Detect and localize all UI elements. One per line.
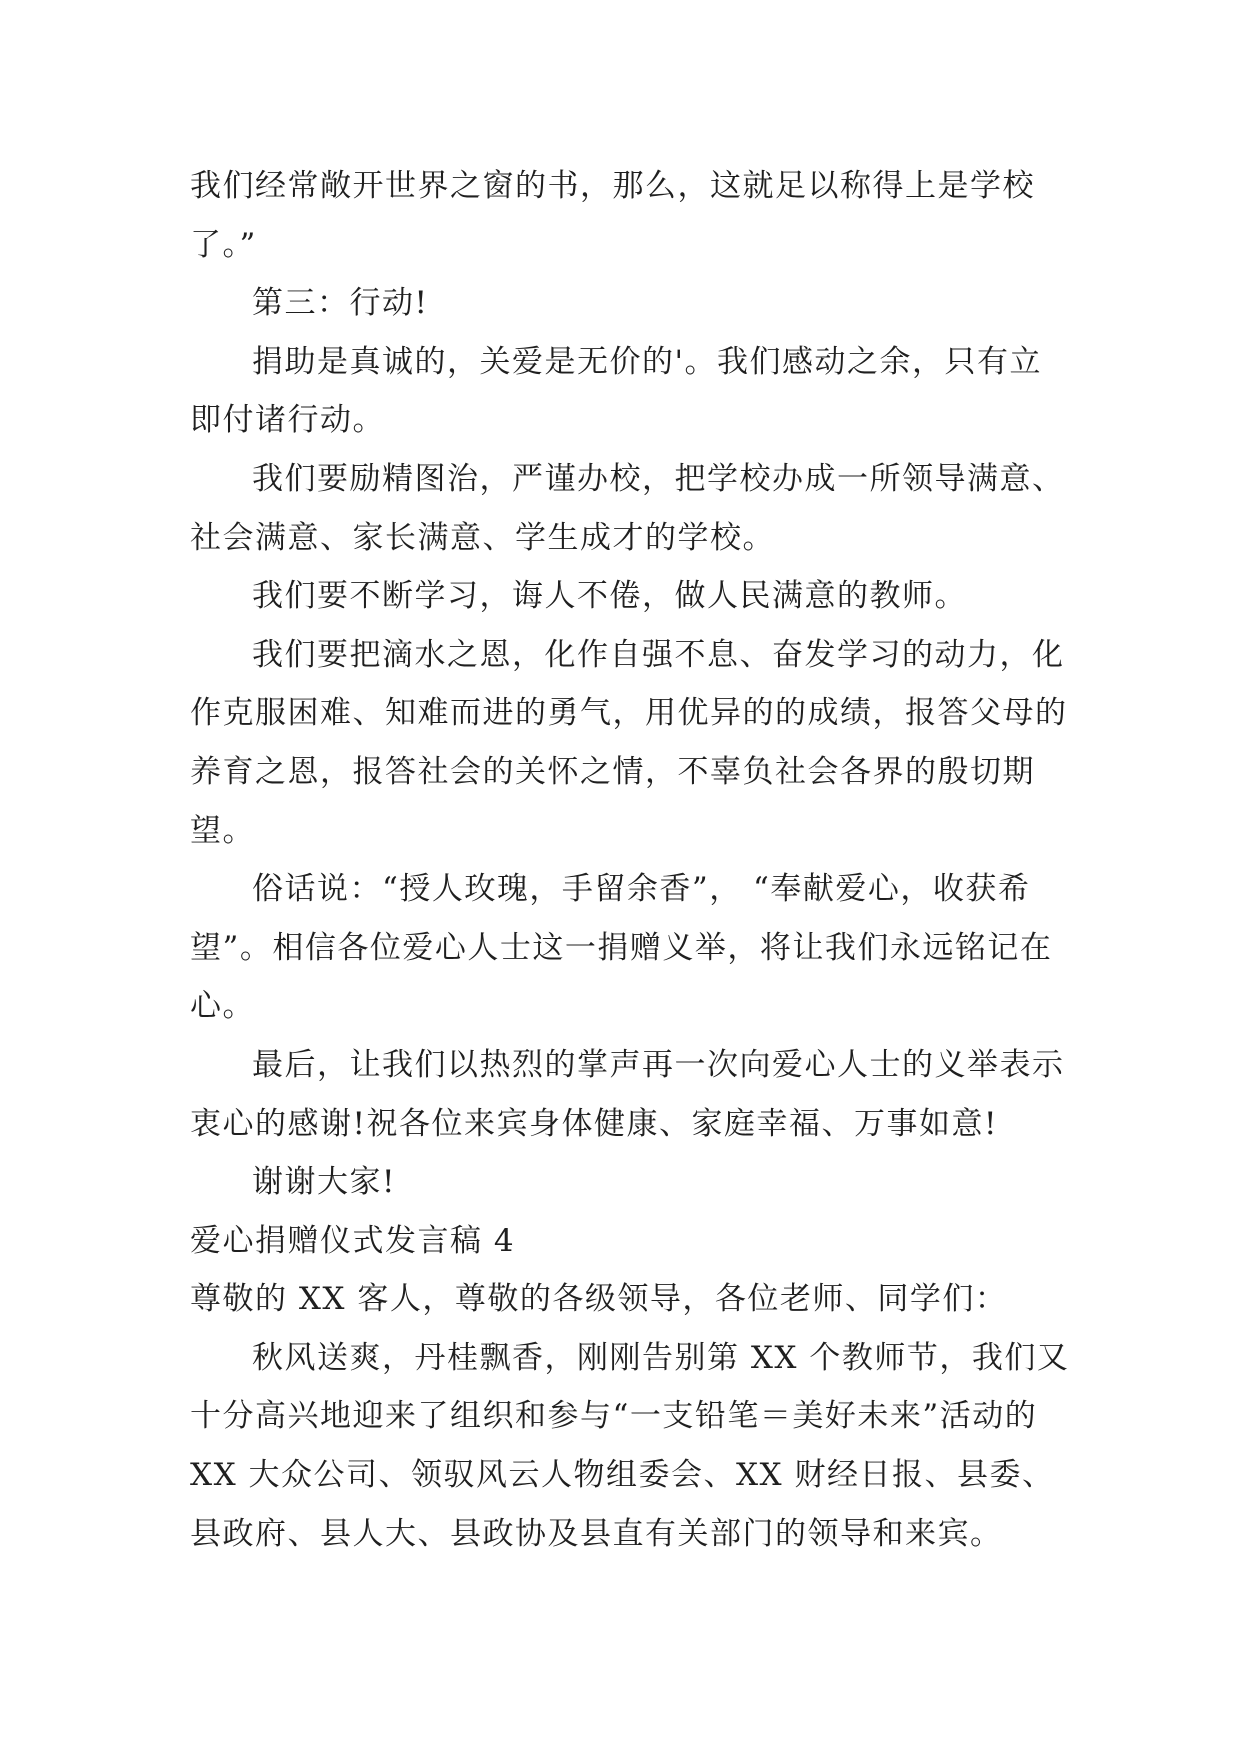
paragraph: 我们要励精图治，严谨办校，把学校办成一所领导满意、社会满意、家长满意、学生成才的学校。: [190, 460, 1065, 556]
salutation: 尊敬的 XX 客人，尊敬的各级领导，各位老师、同学们：: [190, 1281, 1008, 1318]
closing-line: 谢谢大家!: [252, 1164, 396, 1201]
paragraph: 秋风送爽，丹桂飘香，刚刚告别第 XX 个教师节，我们又十分高兴地迎来了组织和参与“一支铅笔＝美好未来”活动的 XX 大众公司、领驭风云人物组委会、XX 财经日报、县委、县政府、县人大、县政协及县直有关部门的领导和来宾。: [190, 1339, 1070, 1552]
paragraph: 我们要把滴水之恩，化作自强不息、奋发学习的动力，化作克服困难、知难而进的勇气，用优异的的成绩，报答父母的养育之恩，报答社会的关怀之情，不辜负社会各界的殷切期望。: [190, 636, 1068, 849]
section-heading: 第三：行动!: [252, 285, 429, 322]
paragraph: 我们要不断学习，诲人不倦，做人民满意的教师。: [252, 578, 967, 615]
paragraph: 捐助是真诚的，关爱是无价的'。我们感动之余，只有立即付诸行动。: [190, 343, 1043, 439]
paragraph: 俗话说：“授人玫瑰，手留余香”， “奉献爱心，收获希望”。相信各位爱心人士这一捐赠义举，将让我们永远铭记在心。: [190, 871, 1053, 1025]
paragraph: 最后，让我们以热烈的掌声再一次向爱心人士的义举表示衷心的感谢!祝各位来宾身体健康、家庭幸福、万事如意!: [190, 1046, 1065, 1142]
paragraph: 我们经常敞开世界之窗的书，那么，这就足以称得上是学校了。”: [190, 168, 1035, 263]
document-body: [190, 157, 1070, 1563]
document-title: 爱心捐赠仪式发言稿 4: [190, 1222, 516, 1259]
